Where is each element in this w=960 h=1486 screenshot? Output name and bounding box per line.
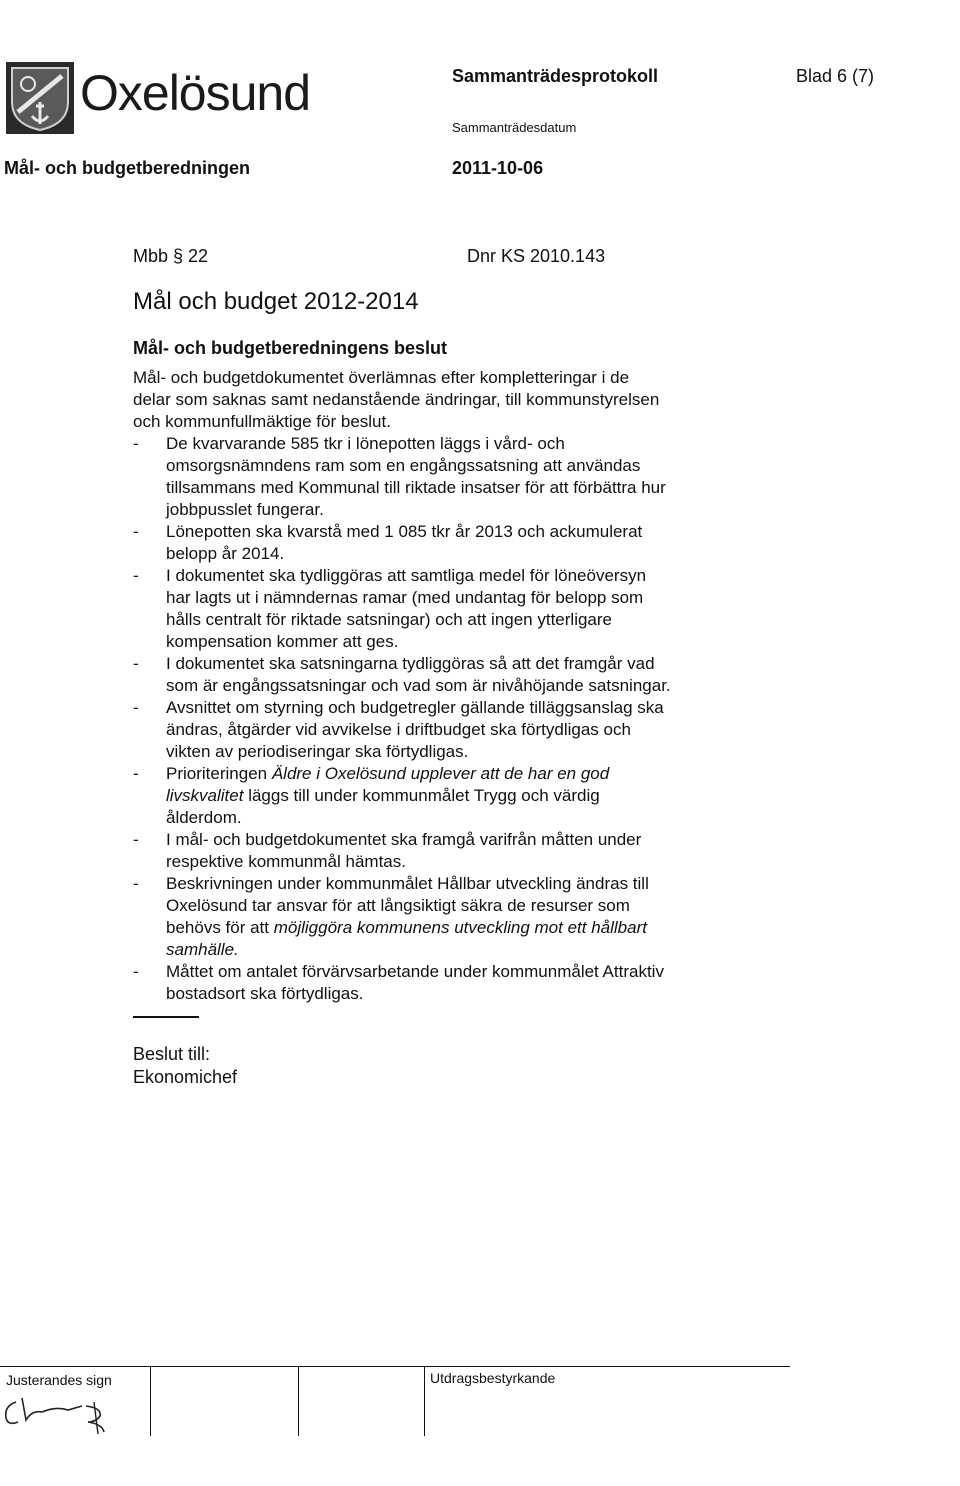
decision-to-label: Beslut till: bbox=[133, 1044, 211, 1064]
meeting-date-label: Sammanträdesdatum bbox=[452, 120, 577, 135]
signature-box-divider bbox=[424, 1366, 425, 1436]
list-item: - I mål- och budgetdokumentet ska framgå varifrån måtten under respektive kommunmål hämtas. bbox=[133, 830, 642, 871]
decision-list bbox=[133, 433, 743, 1005]
decision-recipient: Ekonomichef bbox=[133, 1067, 238, 1087]
list-item: - Lönepotten ska kvarstå med 1 085 tkr år 2013 och ackumulerat belopp år 2014. bbox=[133, 522, 643, 563]
handwritten-signature bbox=[2, 1392, 122, 1439]
decision-heading: Mål- och budgetberedningens beslut bbox=[133, 338, 448, 358]
signature-box-divider bbox=[150, 1366, 151, 1436]
list-item: - De kvarvarande 585 tkr i lönepotten läggs i vård- och omsorgsnämndens ram som en engångssatsning att användas tillsammans med Kommunal till riktade insatser för att förbättra hur jobbpusslet fungerar. bbox=[133, 434, 666, 519]
signature-box-divider bbox=[298, 1366, 299, 1436]
list-item: - Beskrivningen under kommunmålet Hållbar utveckling ändras till Oxelösund tar ansvar för att långsiktigt säkra de resurser som behövs för att möjliggöra kommunens utveckling mot ett hållbart samhälle. bbox=[133, 874, 649, 959]
diary-number: Dnr KS 2010.143 bbox=[467, 246, 606, 266]
section-number: Mbb § 22 bbox=[133, 246, 209, 266]
justerandes-sign-label: Justerandes sign bbox=[6, 1372, 112, 1388]
meeting-date: 2011-10-06 bbox=[452, 158, 544, 178]
list-item: - Måttet om antalet förvärvsarbetande under kommunmålet Attraktiv bostadsort ska förtydligas. bbox=[133, 962, 664, 1003]
list-item: - Avsnittet om styrning och budgetregler gällande tilläggsanslag ska ändras, åtgärder vid avvikelse i driftbudget ska förtydligas och vikten av periodiseringar ska förtydligas. bbox=[133, 698, 664, 761]
intro-line: delar som saknas samt nedanstående ändringar, till kommunstyrelsen bbox=[133, 390, 660, 409]
intro-line: och kommunfullmäktige för beslut. bbox=[133, 412, 391, 431]
committee-name: Mål- och budgetberedningen bbox=[4, 158, 250, 178]
intro-paragraph bbox=[133, 367, 753, 433]
list-item: - I dokumentet ska satsningarna tydliggöras så att det framgår vad som är engångssatsningar och vad som är nivåhöjande satsningar. bbox=[133, 654, 671, 695]
utdragsbestyrkande-label: Utdragsbestyrkande bbox=[430, 1370, 556, 1386]
page-number: Blad 6 (7) bbox=[796, 66, 875, 86]
intro-line: Mål- och budgetdokumentet överlämnas efter kompletteringar i de bbox=[133, 368, 630, 387]
divider bbox=[133, 1016, 199, 1018]
logo-wordmark: Oxelösund bbox=[80, 65, 311, 121]
oxelosund-logo bbox=[6, 62, 74, 134]
document-type: Sammanträdesprotokoll bbox=[452, 66, 659, 86]
list-item: - Prioriteringen Äldre i Oxelösund upplever att de har en god livskvalitet läggs till under kommunmålet Trygg och värdig ålderdom. bbox=[133, 764, 610, 827]
list-item: - I dokumentet ska tydliggöras att samtliga medel för löneöversyn har lagts ut i nämndernas ramar (med undantag för belopp som hålls centralt för riktade satsningar) och att ingen ytterligare kompensation kommer att ges. bbox=[133, 566, 647, 651]
signature-box-top-line bbox=[0, 1366, 790, 1367]
page-title: Mål och budget 2012-2014 bbox=[133, 288, 419, 315]
